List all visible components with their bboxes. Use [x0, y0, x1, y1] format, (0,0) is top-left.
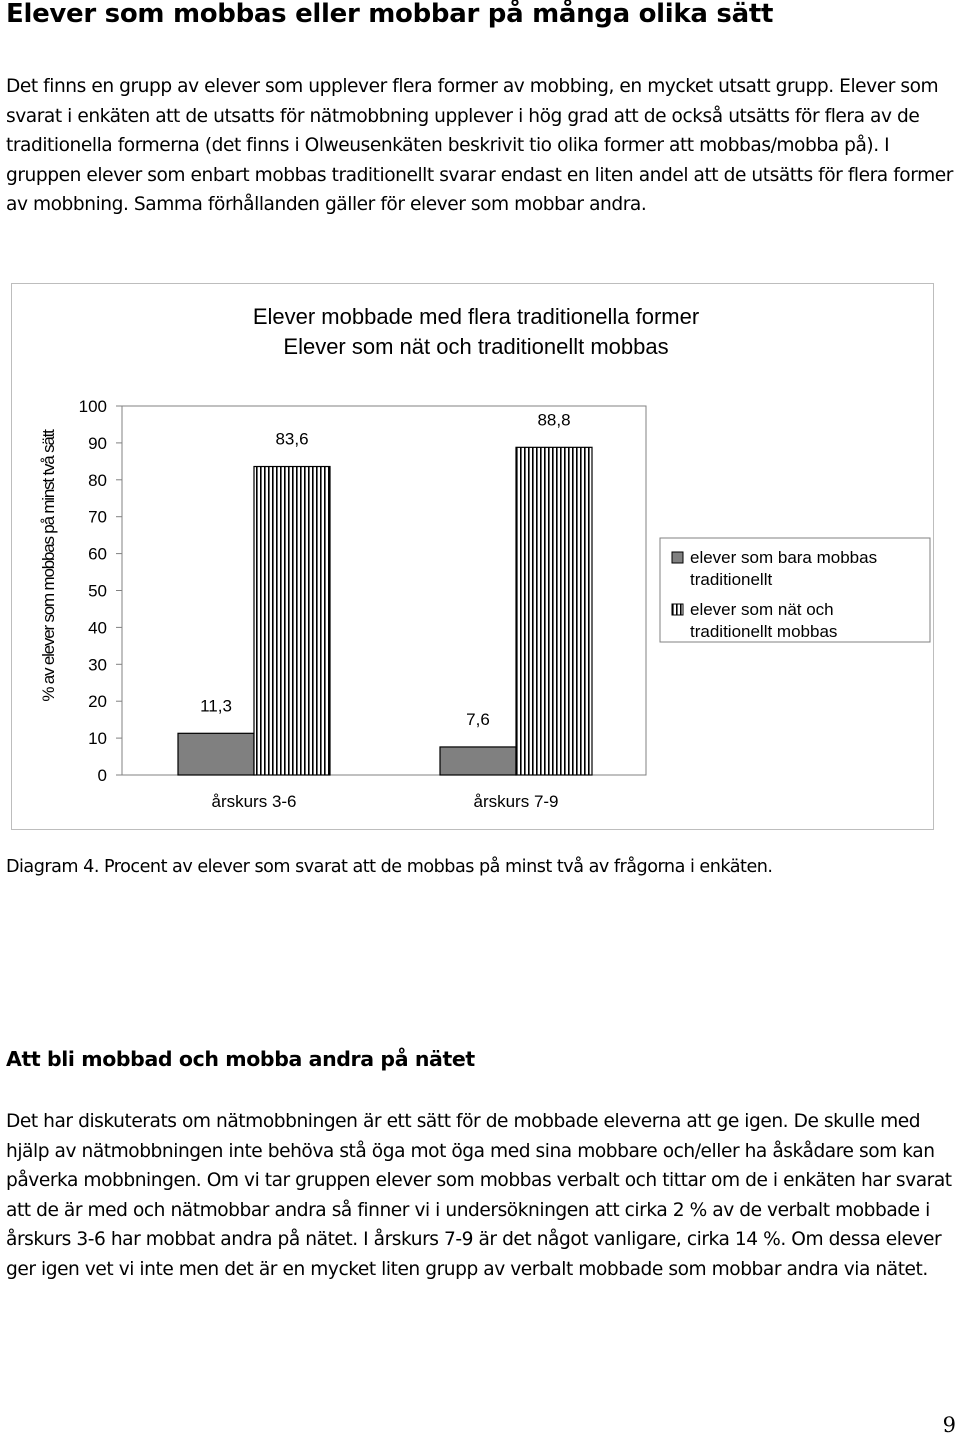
bar-net-and-traditional	[254, 467, 330, 775]
category-label: årskurs 3-6	[211, 792, 297, 811]
chart-figure	[11, 283, 934, 830]
y-tick-label: 40	[88, 618, 107, 638]
bar-value-label: 11,3	[200, 696, 232, 716]
section-heading: Att bli mobbad och mobba andra på nätet	[6, 1047, 475, 1071]
section-paragraph: Det har diskuterats om nätmobbningen är ett sätt för de mobbade eleverna att ge igen. De skulle med hjälp av nätmobbningen inte behöva stå öga mot öga med sina mobbare och/eller ha åskådare som kan påverka mobbningen. Om vi tar gruppen elever som mobbas verbalt och tittar om de i enkäten har svarat att de är med och nätmobbar andra så finner vi i undersökningen att cirka 2 % av de verbalt mobbade i årskurs 3-6 har mobbat andra på nätet. I årskurs 7-9 är det något vanligare, cirka 14 %. Om dessa elever ger igen vet vi inte men det är en mycket liten grupp av verbalt mobbade som mobbar andra via nätet.	[6, 1111, 952, 1280]
y-tick-label: 60	[88, 544, 107, 564]
chart-subtitle: Elever som nät och traditionellt mobbas	[283, 334, 669, 359]
chart-legend	[660, 538, 930, 642]
category-label: årskurs 7-9	[473, 792, 559, 811]
bar-value-label: 7,6	[466, 709, 490, 729]
bar-traditional	[178, 733, 254, 775]
bar-traditional	[440, 747, 516, 775]
bar-net-and-traditional	[516, 447, 592, 775]
bar-chart	[12, 284, 935, 831]
y-tick-label: 30	[88, 655, 107, 675]
legend-swatch	[672, 552, 683, 563]
bar-value-label: 83,6	[275, 429, 309, 449]
y-tick-label: 80	[88, 470, 107, 490]
intro-paragraph: Det finns en grupp av elever som upplever flera former av mobbing, en mycket utsatt grupp. Elever som svarat i enkäten att de utsatts för nätmobbning upplever i hög grad att de också utsätts för flera av de traditionella formerna (det finns i Olweusenkäten beskrivit tio olika former att mobbas/mobba på). I gruppen elever som enbart mobbas traditionellt svarar endast en liten andel att de utsätts för flera former av mobbning. Samma förhållanden gäller för elever som mobbar andra.	[6, 76, 953, 215]
y-axis-label: % av elever som mobbas på minst två sätt	[39, 430, 58, 702]
plot-area	[79, 397, 646, 811]
y-tick-label: 20	[88, 692, 107, 712]
page-heading: Elever som mobbas eller mobbar på många olika sätt	[6, 0, 774, 29]
bar-value-label: 88,8	[537, 410, 571, 430]
legend-label: elever som bara mobbas traditionellt	[690, 548, 878, 589]
chart-title: Elever mobbade med flera traditionella former	[252, 304, 700, 329]
y-tick-label: 90	[88, 433, 107, 453]
y-tick-label: 0	[97, 766, 107, 785]
page-number: 9	[942, 1413, 956, 1437]
legend-swatch	[672, 604, 683, 615]
y-tick-label: 70	[88, 507, 107, 527]
legend-label: elever som nät och traditionellt mobbas	[690, 600, 838, 641]
y-tick-label: 50	[88, 581, 107, 601]
figure-caption: Diagram 4. Procent av elever som svarat att de mobbas på minst två av frågorna i enkäten.	[6, 857, 773, 877]
y-tick-label: 10	[88, 729, 107, 749]
y-tick-label: 100	[78, 397, 107, 416]
